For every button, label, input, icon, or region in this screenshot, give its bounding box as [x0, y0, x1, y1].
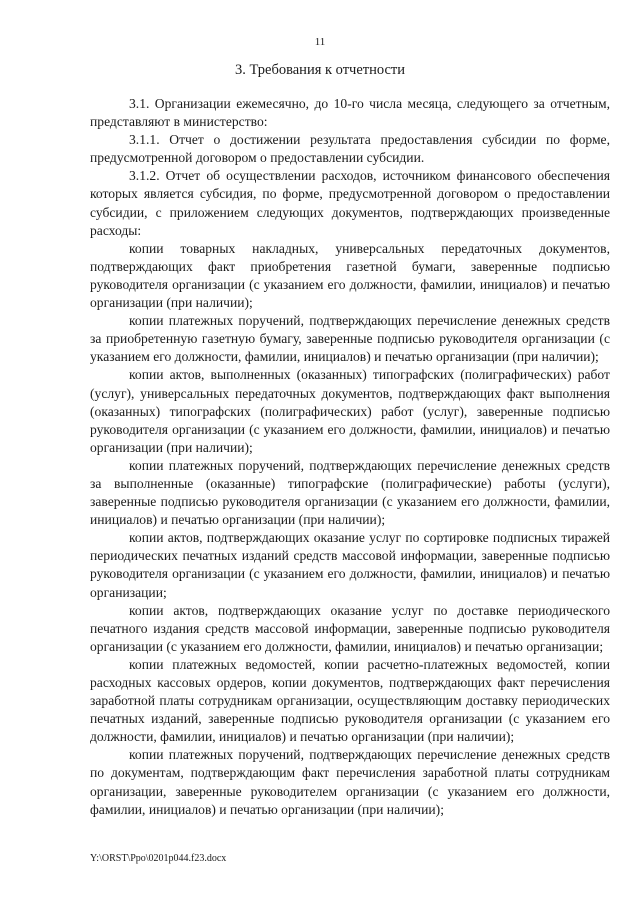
page-number: 11: [314, 36, 326, 48]
list-item-invoices: копии товарных накладных, универсальных передаточных документов, подтверждающих факт приобретения газетной бумаги, заверенные подписью руководителя организации (с указанием его должности, фамилии, инициалов) и печатью организации (при наличии);: [90, 240, 610, 311]
document-body: [90, 95, 610, 819]
section-title: 3. Требования к отчетности: [234, 62, 406, 78]
paragraph-3-1: 3.1. Организации ежемесячно, до 10-го числа месяца, следующего за отчетным, представляют в министерство:: [90, 96, 610, 130]
list-item-payment-orders-printing: копии платежных поручений, подтверждающих перечисление денежных средств за выполненные (оказанные) типографские (полиграфические) работы (услуги), заверенные подписью руководителя организации (с указанием его должности, фамилии, инициалов) и печатью организации (при наличии);: [90, 457, 610, 528]
footer-file-path: Y:\ORST\Ppo\0201p044.f23.docx: [90, 853, 227, 864]
list-item-delivery-acts: копии актов, подтверждающих оказание услуг по доставке периодического печатного издания средств массовой информации, заверенные подписью руководителя организации (с указанием его должности, фамилии, инициалов) и печатью организации;: [90, 602, 610, 654]
list-item-payroll-statements: копии платежных ведомостей, копии расчетно-платежных ведомостей, копии расходных кассовых ордеров, копии документов, подтверждающих факт перечисления заработной платы сотрудникам организации, осуществляющим доставку периодических печатных изданий, заверенные подписью руководителя организации (с указанием его должности, фамилии, инициалов) и печатью организации (при наличии);: [90, 656, 610, 745]
list-item-printing-acts: копии актов, выполненных (оказанных) типографских (полиграфических) работ (услуг), универсальных передаточных документов, подтверждающих факт выполнения (оказанных) типографских (полиграфических) работ (услуг), заверенные подписью руководителя организации (с указанием его должности, фамилии, инициалов) и печатью организации (при наличии);: [90, 367, 610, 455]
paragraph-3-1-1: 3.1.1. Отчет о достижении результата предоставления субсидии по форме, предусмотренной договором о предоставлении субсидии.: [90, 132, 610, 166]
list-item-payment-orders-paper: копии платежных поручений, подтверждающих перечисление денежных средств за приобретенную газетную бумагу, заверенные подписью руководителя организации (с указанием его должности, фамилии, инициалов) и печатью организации (при наличии);: [90, 313, 610, 365]
paragraph-3-1-2: 3.1.2. Отчет об осуществлении расходов, источником финансового обеспечения которых является субсидия, по форме, предусмотренной договором о предоставлении субсидии, с приложением следующих документов, подтверждающих произведенные расходы:: [90, 168, 610, 238]
list-item-payment-orders-salary: копии платежных поручений, подтверждающих перечисление денежных средств по документам, подтверждающим факт перечисления заработной платы сотрудникам организации, заверенные руководителем организации (с указанием его должности, фамилии, инициалов) и печатью организации (при наличии);: [90, 747, 610, 817]
list-item-sorting-acts: копии актов, подтверждающих оказание услуг по сортировке подписных тиражей периодических печатных изданий средств массовой информации, заверенные подписью руководителя организации (с указанием его должности, фамилии, инициалов) и печатью организации;: [90, 530, 610, 600]
